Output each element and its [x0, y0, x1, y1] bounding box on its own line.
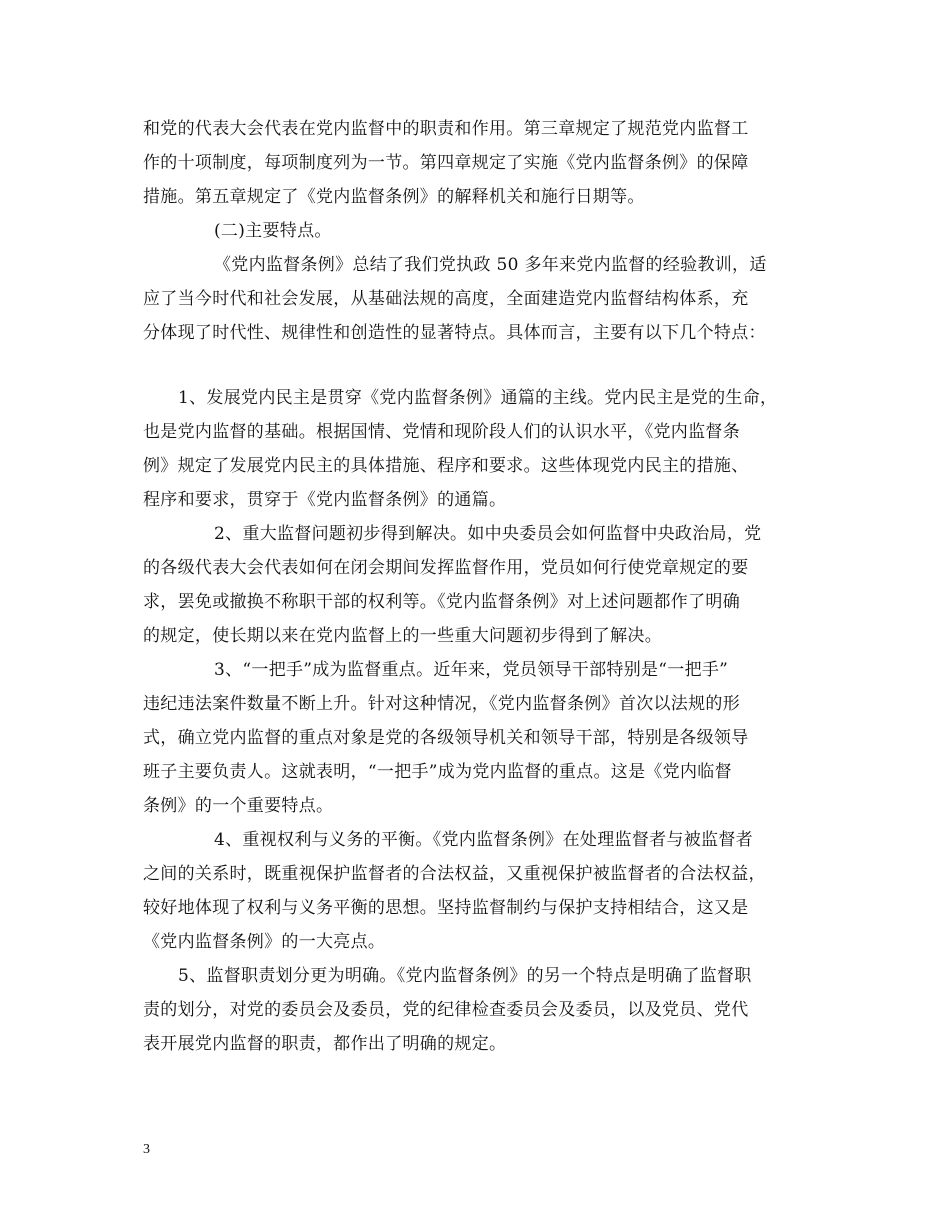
text-line: 应了当今时代和社会发展，从基础法规的高度，全面建造党内监督结构体系，充 [143, 289, 749, 309]
text-line: 也是党内监督的基础。根据国情、党情和现阶段人们的认识水平，《党内监督条 [143, 422, 740, 442]
text-line: 式，确立党内监督的重点对象是党的各级领导机关和领导干部，特别是各级领导 [143, 728, 749, 748]
text-line: 例》规定了发展党内民主的具体措施、程序和要求。这些体现党内民主的措施、 [143, 456, 749, 476]
text-line: 班子主要负责人。这就表明，“一把手”成为党内监督的重点。这是《党内临督 [143, 762, 732, 782]
text-line: 3、“一把手”成为监督重点。近年来，党员领导干部特别是“一把手” [214, 660, 729, 680]
text-line: 《党内监督条例》的一大亮点。 [143, 932, 386, 952]
text-line: 之间的关系时，既重视保护监督者的合法权益，又重视保护被监督者的合法权益， [143, 864, 766, 884]
text-line: 4、重视权利与义务的平衡。《党内监督条例》在处理监督者与被监督者 [214, 830, 753, 850]
text-line: 1、发展党内民主是贯穿《党内监督条例》通篇的主线。党内民主是党的生命， [178, 388, 778, 408]
text-line: 责的划分，对党的委员会及委员，党的纪律检查委员会及委员，以及党员、党代 [143, 1000, 749, 1020]
text-line: 作的十项制度，每项制度列为一节。第四章规定了实施《党内监督条例》的保障 [143, 153, 749, 173]
text-line: 的各级代表大会代表如何在闭会期间发挥监督作用，党员如何行使党章规定的要 [143, 558, 749, 578]
text-line: 5、监督职责划分更为明确。《党内监督条例》的另一个特点是明确了监督职 [178, 966, 752, 986]
text-line: 《党内监督条例》总结了我们党执政 50 多年来党内监督的经验教训，适 [214, 255, 767, 275]
page-number: 3 [143, 1142, 150, 1157]
text-line: 求，罢免或撤换不称职干部的权利等。《党内监督条例》对上述问题都作了明确 [143, 592, 740, 612]
text-line: 措施。第五章规定了《党内监督条例》的解释机关和施行日期等。 [143, 187, 645, 207]
text-line: 和党的代表大会代表在党内监督中的职责和作用。第三章规定了规范党内监督工 [143, 119, 749, 139]
section-heading: (二)主要特点。 [214, 221, 332, 241]
text-line: 程序和要求，贯穿于《党内监督条例》的通篇。 [143, 490, 507, 510]
text-line: 表开展党内监督的职责，都作出了明确的规定。 [143, 1034, 507, 1054]
text-line: 违纪违法案件数量不断上升。针对这种情况，《党内监督条例》首次以法规的形 [143, 694, 740, 714]
text-line: 分体现了时代性、规律性和创造性的显著特点。具体而言，主要有以下几个特点： [143, 323, 766, 343]
text-line: 的规定，使长期以来在党内监督上的一些重大问题初步得到了解决。 [143, 626, 662, 646]
text-line: 2、重大监督问题初步得到解决。如中央委员会如何监督中央政治局，党 [214, 524, 762, 544]
text-line: 较好地体现了权利与义务平衡的思想。坚持监督制约与保护支持相结合，这又是 [143, 898, 749, 918]
text-line: 条例》的一个重要特点。 [143, 796, 334, 816]
